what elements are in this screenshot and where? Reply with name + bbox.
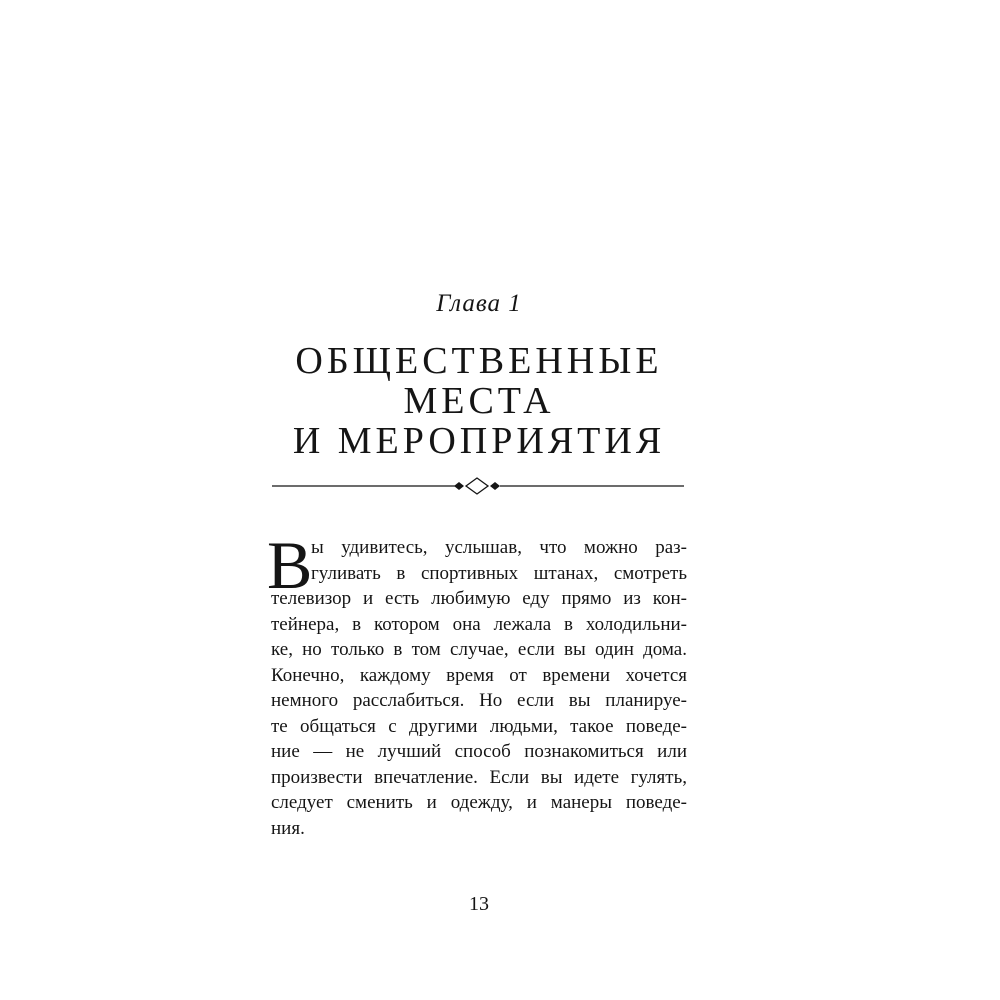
drop-cap: В: [267, 527, 313, 603]
page-number: 13: [469, 893, 489, 915]
body-paragraph: [267, 527, 687, 841]
small-diamond-icon: [454, 482, 464, 490]
text-line: тейнера, в котором она лежала в холодильни-: [271, 613, 687, 635]
text-line: произвести впечатление. Если вы идете гулять,: [271, 766, 687, 788]
text-line: ния.: [271, 817, 305, 839]
text-line: те общаться с другими людьми, такое поведе-: [271, 715, 687, 737]
text-line: немного расслабиться. Но если вы планируе-: [271, 690, 687, 711]
text-line: гуливать в спортивных штанах, смотреть: [311, 562, 687, 584]
text-line: Конечно, каждому время от времени хочется: [271, 664, 687, 686]
text-line: следует сменить и одежду, и манеры поведе-: [271, 792, 687, 813]
chapter-label: Глава 1: [436, 290, 522, 317]
center-diamond-icon: [466, 478, 488, 494]
text-line: телевизор и есть любимую еду прямо из кон-: [271, 588, 687, 609]
text-line: ние — не лучший способ познакомиться или: [271, 741, 687, 762]
text-line: ы удивитесь, услышав, что можно раз-: [311, 537, 687, 558]
diamond-divider-icon: [272, 476, 684, 496]
chapter-title-line: ОБЩЕСТВЕННЫЕ: [295, 340, 663, 382]
chapter-title-line: И МЕРОПРИЯТИЯ: [292, 420, 666, 462]
chapter-title-line: МЕСТА: [403, 380, 555, 422]
text-line: ке, но только в том случае, если вы один дома.: [271, 639, 687, 660]
chapter-title: [0, 341, 958, 461]
small-diamond-icon: [490, 482, 500, 490]
